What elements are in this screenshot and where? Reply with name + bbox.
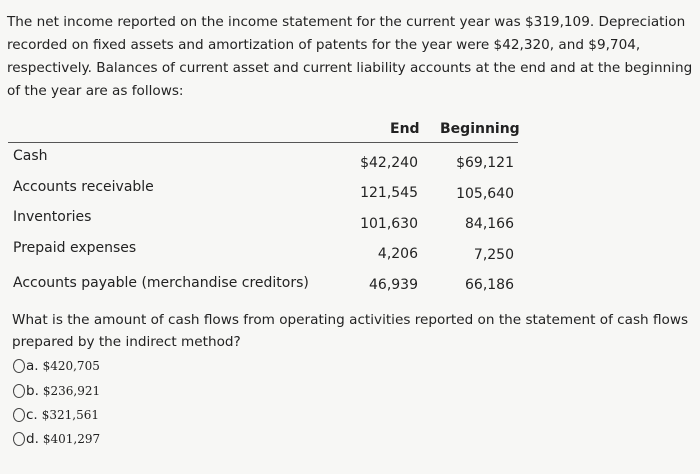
answer-option-a[interactable] — [13, 356, 100, 376]
row-end-value: 46,939 — [369, 277, 418, 293]
option-value: $236,921 — [42, 384, 101, 398]
option-letter: b. — [26, 383, 39, 399]
question-line: prepared by the indirect method? — [12, 334, 241, 350]
row-label: Accounts receivable — [13, 179, 154, 195]
row-beginning-value: 105,640 — [456, 186, 514, 202]
row-beginning-value: 7,250 — [473, 247, 514, 263]
radio-button[interactable] — [13, 408, 25, 422]
column-header-end: End — [390, 121, 420, 137]
radio-button[interactable] — [13, 384, 25, 398]
row-beginning-value: $69,121 — [456, 155, 514, 171]
option-letter: c. — [26, 407, 38, 423]
table-row — [0, 240, 700, 262]
intro-line: The net income reported on the income statement for the current year was $319,109. Depreciation — [7, 14, 686, 30]
radio-button[interactable] — [13, 432, 25, 446]
row-end-value: 101,630 — [360, 216, 418, 232]
row-beginning-value: 66,186 — [465, 277, 514, 293]
problem-intro — [7, 11, 700, 103]
radio-button[interactable] — [13, 359, 25, 373]
table-row — [0, 179, 700, 201]
intro-line: recorded on fixed assets and amortization of patents for the year were $42,320, and $9,704, — [7, 37, 641, 53]
table-header-rule — [8, 142, 518, 143]
intro-line: respectively. Balances of current asset and current liability accounts at the end and at the beginning — [7, 60, 693, 76]
table-row — [0, 148, 700, 170]
option-value: $420,705 — [42, 359, 100, 373]
answer-option-d[interactable] — [13, 429, 100, 449]
table-row — [0, 209, 700, 231]
answer-option-c[interactable] — [13, 405, 99, 425]
option-letter: a. — [26, 358, 39, 374]
option-value: $401,297 — [42, 432, 101, 446]
intro-line: of the year are as follows: — [7, 83, 184, 99]
row-beginning-value: 84,166 — [465, 216, 514, 232]
row-label: Cash — [13, 148, 48, 164]
row-label: Prepaid expenses — [13, 240, 137, 256]
option-value: $321,561 — [41, 408, 99, 422]
row-end-value: 4,206 — [377, 246, 418, 262]
column-header-beginning: Beginning — [440, 121, 520, 137]
row-end-value: 121,545 — [360, 185, 418, 201]
row-label: Accounts payable (merchandise creditors) — [13, 275, 309, 291]
option-letter: d. — [26, 431, 39, 447]
answer-option-b[interactable] — [13, 381, 100, 401]
row-end-value: $42,240 — [360, 155, 418, 171]
row-label: Inventories — [13, 209, 92, 225]
question-text — [12, 309, 688, 353]
table-row — [0, 275, 700, 297]
question-line: What is the amount of cash flows from operating activities reported on the statement of cash flows — [12, 312, 689, 328]
